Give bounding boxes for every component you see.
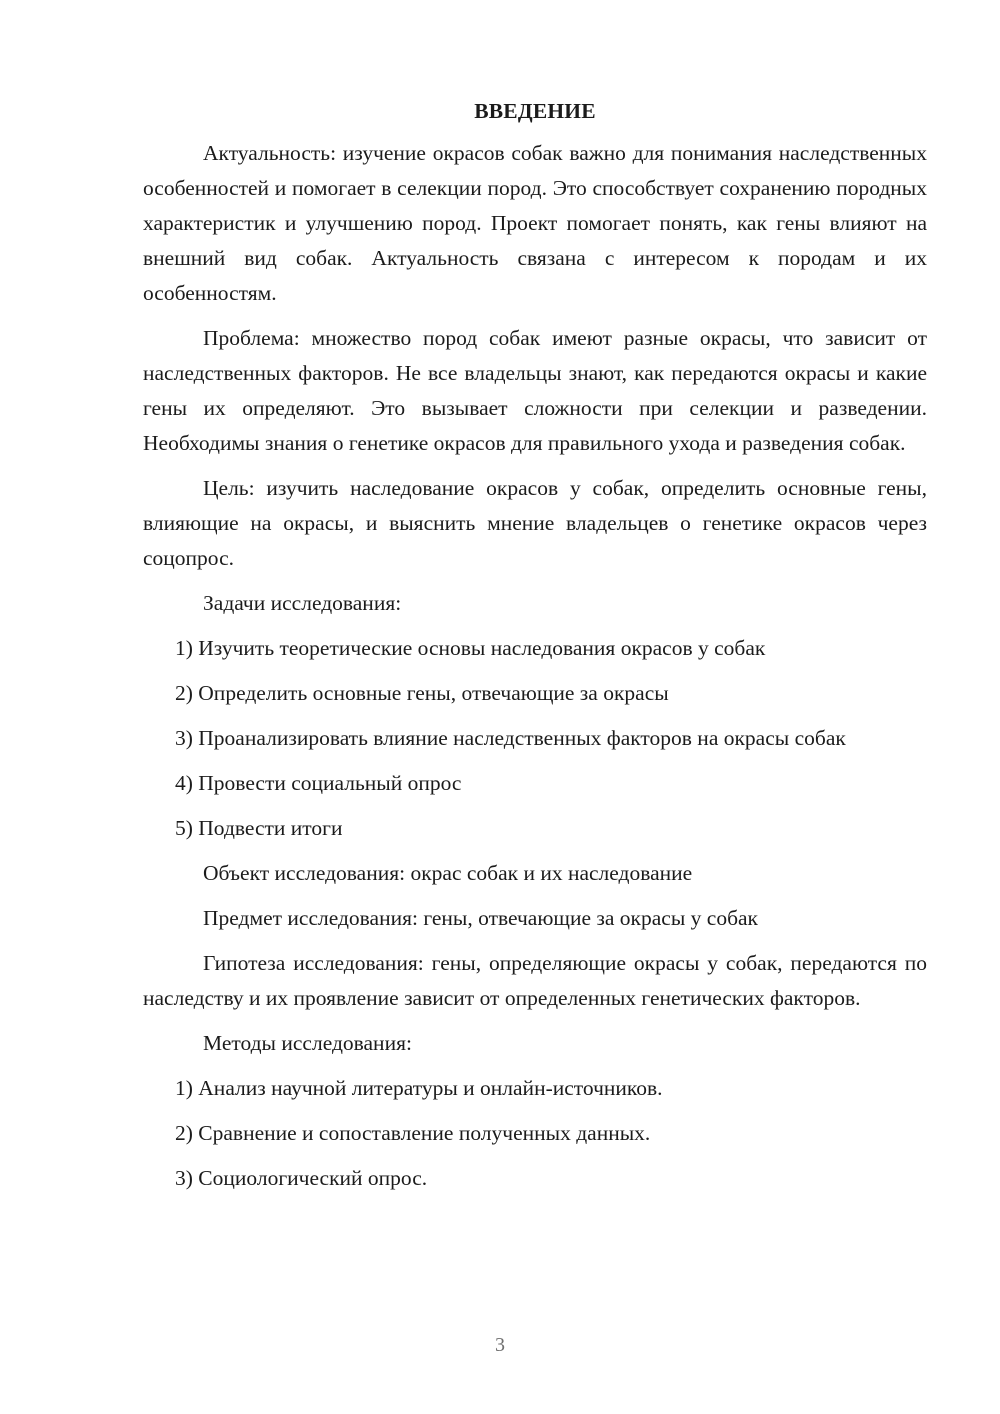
- method-item-3: 3) Социологический опрос.: [175, 1166, 428, 1190]
- goal-paragraph: Цель: изучить наследование окрасов у собак, определить основные гены, влияющие на окрасы, и выяснить мнение владельцев о генетике окрасов через соцопрос.: [143, 476, 927, 570]
- document-body: [143, 96, 927, 1206]
- method-item-1: 1) Анализ научной литературы и онлайн-источников.: [175, 1076, 663, 1100]
- subject-line: Предмет исследования: гены, отвечающие за окрасы у собак: [203, 906, 759, 930]
- task-item-4: 4) Провести социальный опрос: [175, 771, 462, 795]
- task-item-1: 1) Изучить теоретические основы наследования окрасов у собак: [175, 636, 766, 660]
- object-line: Объект исследования: окрас собак и их наследование: [203, 861, 693, 885]
- task-item-3: 3) Проанализировать влияние наследственных факторов на окрасы собак: [175, 726, 846, 750]
- method-item-2: 2) Сравнение и сопоставление полученных данных.: [175, 1121, 651, 1145]
- tasks-heading: Задачи исследования:: [203, 591, 402, 615]
- task-item-2: 2) Определить основные гены, отвечающие за окрасы: [175, 681, 669, 705]
- hypothesis-paragraph: Гипотеза исследования: гены, определяющие окрасы у собак, передаются по наследству и их проявление зависит от определенных генетических факторов.: [143, 951, 927, 1010]
- page-title: ВВЕДЕНИЕ: [474, 99, 596, 123]
- task-item-5: 5) Подвести итоги: [175, 816, 343, 840]
- problem-paragraph: Проблема: множество пород собак имеют разные окрасы, что зависит от наследственных факторов. Не все владельцы знают, как передаются окрасы и какие гены их определяют. Это вызывает сложности при селекции и разведении. Необходимы знания о генетике окрасов для правильного ухода и разведения собак.: [143, 326, 927, 455]
- page-number: 3: [495, 1334, 505, 1356]
- methods-heading: Методы исследования:: [203, 1031, 412, 1055]
- relevance-paragraph: Актуальность: изучение окрасов собак важно для понимания наследственных особенностей и помогает в селекции пород. Это способствует сохранению породных характеристик и улучшению пород. Проект помогает понять, как гены влияют на внешний вид собак. Актуальность связана с интересом к породам и их особенностям.: [143, 141, 927, 305]
